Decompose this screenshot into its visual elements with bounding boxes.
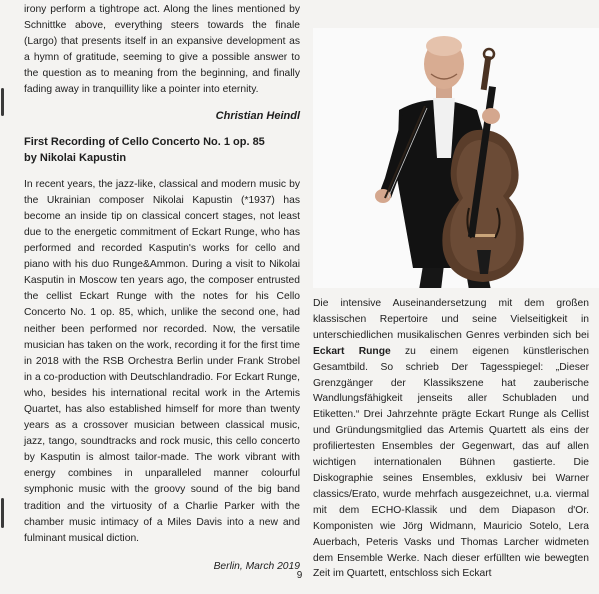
- intro-paragraph: irony perform a tightrope act. Along the lines mentioned by Schnittke above, everything steers towards the finale (Largo) that presents itself in an expansive development as a hymn of gratitude, seeming to give a possible answer to the question as to meaning from the beginning, and finally fading away in tranquillity like a pointer into eternity.: [24, 4, 300, 96]
- right-column: [313, 296, 589, 582]
- cellist-illustration: [313, 28, 599, 288]
- page-number: 9: [296, 570, 303, 581]
- place-date: Berlin, March 2019: [213, 560, 300, 572]
- section-title: [24, 134, 300, 166]
- cellist-photo: [313, 28, 599, 288]
- section-title-line: by Nikolai Kapustin: [24, 151, 127, 164]
- binding-mark: [1, 88, 4, 116]
- left-column: [24, 2, 300, 575]
- section-title-line: First Recording of Cello Concerto No. 1 op. 85: [24, 135, 265, 148]
- bio-paragraph: [313, 296, 589, 582]
- author-signature: Christian Heindl: [215, 109, 300, 122]
- binding-mark: [1, 498, 4, 528]
- body-paragraph: In recent years, the jazz-like, classical and modern music by the Ukrainian composer Nikolai Kapustin (*1937) has become an inside tip on classical concert stages, not least due to the energetic commitment of Eckart Runge, who has performed and recorded Kasputin's works for cello and piano with his duo Runge&Ammon. During a visit to Nikolai Kasputin in Moscow ten years ago, the composer entrusted the cellist Eckart Runge with the notes for his Cello Concerto No. 1 op. 85, which, unlike the second one, had neither been performed nor recorded. Now, the versatile musician has taken on the work, recording it for the first time in 2018 with the RSB Orchestra Berlin under Frank Strobel in a co-production with Deutschlandradio. For Eckart Runge, who, besides his international recital work in the Artemis Quartet, has also established himself for more than twenty years as a crossover musician between classical music, jazz, tango, soundtracks and rock music, this cello concerto by Kasputin is almost tailor-made. The work vibrant with energy combines in unparalleled manner colourful symphonic music with the groovy sound of the big band tradition and the virtuosity of a Charlie Parker with the chamber music intimacy of a Miles Davis into a new and fulminant musical diction.: [24, 178, 300, 544]
- bio-text-start: Die intensive Auseinandersetzung mit dem großen klassischen Repertoire und seine Vielseitigkeit in unterschiedlichen musikalischen Genres verbinden sich bei: [313, 298, 589, 341]
- bio-text-rest: zu einem eigenen künstlerischen Gesamtbild. So schrieb Der Tagesspiegel: „Dieser Grenzgänger der Klassikszene hat zauberische Wandlungsfähigkeit jenseits aller Schubladen und Etiketten.“ Drei Jahrzehnte prägte Eckart Runge als Cellist und Gründungsmitglied das Artemis Quartett als eins der profiliertesten Ensembles der Gegenwart, das auf allen wichtigen internationalen Bühnen gastierte. Die Diskographie seines Ensembles, exklusiv bei Warner classics/Erato, wurde mehrfach ausgezeichnet, u.a. viermal mit dem ECHO-Klassik und dem Diapason d'Or. Komponisten wie Jörg Widmann, Mauricio Sotelo, Lera Auerbach, Peteris Vasks und Thomas Larcher widmeten dem Ensemble Werke. Nach dieser erfüllten wie bewegten Zeit im Quartett, entschloss sich Eckart: [313, 345, 589, 580]
- artist-name: Eckart Runge: [313, 345, 391, 357]
